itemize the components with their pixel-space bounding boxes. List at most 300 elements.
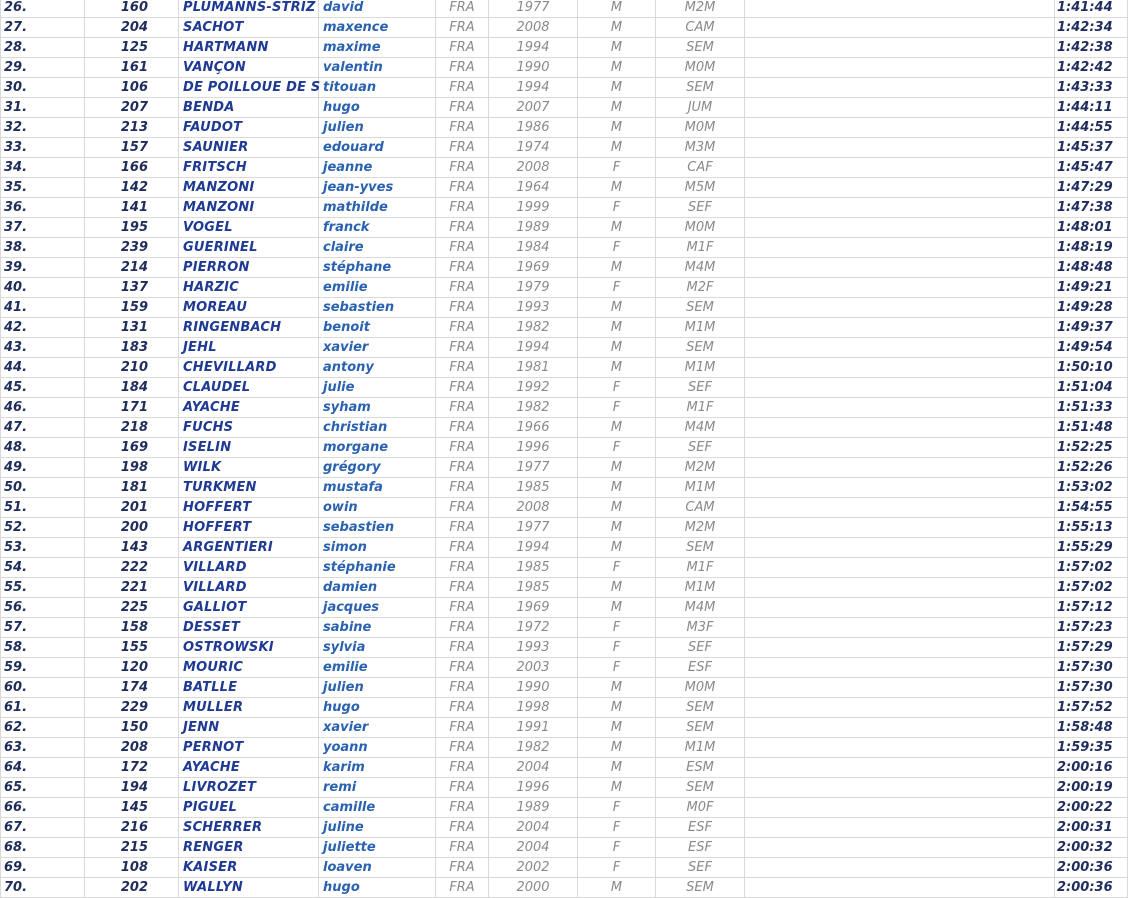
table-row: [1, 718, 1128, 738]
last-name-cell: VILLARD: [179, 578, 319, 598]
first-name-cell: yoann: [319, 738, 436, 758]
bib-number-cell: 202: [85, 878, 179, 898]
last-name-cell: GALLIOT: [179, 598, 319, 618]
nationality-cell: FRA: [436, 598, 489, 618]
nationality-cell: FRA: [436, 158, 489, 178]
nationality-cell: FRA: [436, 118, 489, 138]
category-cell: M2M: [656, 0, 745, 18]
category-cell: ESF: [656, 658, 745, 678]
last-name-cell: SACHOT: [179, 18, 319, 38]
rank-cell: 28.: [1, 38, 85, 58]
sex-cell: M: [578, 718, 656, 738]
sex-cell: M: [578, 38, 656, 58]
table-row: [1, 558, 1128, 578]
last-name-cell: SAUNIER: [179, 138, 319, 158]
finish-time-cell: 1:45:47: [1055, 158, 1128, 178]
nationality-cell: FRA: [436, 138, 489, 158]
rank-cell: 59.: [1, 658, 85, 678]
nationality-cell: FRA: [436, 478, 489, 498]
rank-cell: 61.: [1, 698, 85, 718]
sex-cell: F: [578, 638, 656, 658]
table-row: [1, 298, 1128, 318]
bib-number-cell: 166: [85, 158, 179, 178]
finish-time-cell: 1:55:29: [1055, 538, 1128, 558]
birth-year-cell: 2007: [489, 98, 578, 118]
rank-cell: 64.: [1, 758, 85, 778]
rank-cell: 53.: [1, 538, 85, 558]
first-name-cell: karim: [319, 758, 436, 778]
nationality-cell: FRA: [436, 678, 489, 698]
empty-cell: [745, 558, 1055, 578]
finish-time-cell: 2:00:31: [1055, 818, 1128, 838]
rank-cell: 48.: [1, 438, 85, 458]
category-cell: M3M: [656, 138, 745, 158]
bib-number-cell: 125: [85, 38, 179, 58]
table-row: [1, 518, 1128, 538]
birth-year-cell: 1998: [489, 698, 578, 718]
category-cell: M1M: [656, 358, 745, 378]
last-name-cell: MOURIC: [179, 658, 319, 678]
nationality-cell: FRA: [436, 498, 489, 518]
finish-time-cell: 1:48:48: [1055, 258, 1128, 278]
category-cell: M0M: [656, 218, 745, 238]
bib-number-cell: 155: [85, 638, 179, 658]
rank-cell: 47.: [1, 418, 85, 438]
finish-time-cell: 1:57:52: [1055, 698, 1128, 718]
category-cell: M1M: [656, 738, 745, 758]
table-row: [1, 578, 1128, 598]
bib-number-cell: 145: [85, 798, 179, 818]
finish-time-cell: 1:54:55: [1055, 498, 1128, 518]
rank-cell: 63.: [1, 738, 85, 758]
first-name-cell: stéphane: [319, 258, 436, 278]
last-name-cell: MULLER: [179, 698, 319, 718]
rank-cell: 34.: [1, 158, 85, 178]
results-table-body: [1, 0, 1128, 898]
sex-cell: F: [578, 798, 656, 818]
last-name-cell: JENN: [179, 718, 319, 738]
first-name-cell: loaven: [319, 858, 436, 878]
finish-time-cell: 1:47:38: [1055, 198, 1128, 218]
category-cell: SEF: [656, 198, 745, 218]
category-cell: SEM: [656, 878, 745, 898]
table-row: [1, 238, 1128, 258]
empty-cell: [745, 318, 1055, 338]
first-name-cell: edouard: [319, 138, 436, 158]
empty-cell: [745, 438, 1055, 458]
nationality-cell: FRA: [436, 218, 489, 238]
empty-cell: [745, 658, 1055, 678]
finish-time-cell: 2:00:32: [1055, 838, 1128, 858]
table-row: [1, 118, 1128, 138]
rank-cell: 35.: [1, 178, 85, 198]
finish-time-cell: 1:42:34: [1055, 18, 1128, 38]
empty-cell: [745, 58, 1055, 78]
birth-year-cell: 1994: [489, 38, 578, 58]
sex-cell: M: [578, 338, 656, 358]
rank-cell: 36.: [1, 198, 85, 218]
sex-cell: F: [578, 838, 656, 858]
rank-cell: 51.: [1, 498, 85, 518]
finish-time-cell: 2:00:36: [1055, 858, 1128, 878]
table-row: [1, 838, 1128, 858]
first-name-cell: julie: [319, 378, 436, 398]
bib-number-cell: 208: [85, 738, 179, 758]
table-row: [1, 378, 1128, 398]
sex-cell: M: [578, 58, 656, 78]
rank-cell: 49.: [1, 458, 85, 478]
last-name-cell: DE POILLOUE DE S: [179, 78, 319, 98]
category-cell: CAM: [656, 18, 745, 38]
rank-cell: 70.: [1, 878, 85, 898]
bib-number-cell: 225: [85, 598, 179, 618]
nationality-cell: FRA: [436, 198, 489, 218]
empty-cell: [745, 298, 1055, 318]
birth-year-cell: 1989: [489, 798, 578, 818]
finish-time-cell: 1:57:12: [1055, 598, 1128, 618]
last-name-cell: FAUDOT: [179, 118, 319, 138]
table-row: [1, 638, 1128, 658]
table-row: [1, 78, 1128, 98]
first-name-cell: hugo: [319, 698, 436, 718]
table-row: [1, 258, 1128, 278]
sex-cell: M: [578, 178, 656, 198]
bib-number-cell: 159: [85, 298, 179, 318]
birth-year-cell: 1992: [489, 378, 578, 398]
birth-year-cell: 2002: [489, 858, 578, 878]
birth-year-cell: 1989: [489, 218, 578, 238]
category-cell: M1M: [656, 478, 745, 498]
birth-year-cell: 1991: [489, 718, 578, 738]
table-row: [1, 738, 1128, 758]
bib-number-cell: 194: [85, 778, 179, 798]
finish-time-cell: 1:43:33: [1055, 78, 1128, 98]
bib-number-cell: 215: [85, 838, 179, 858]
empty-cell: [745, 618, 1055, 638]
category-cell: ESM: [656, 758, 745, 778]
first-name-cell: syham: [319, 398, 436, 418]
rank-cell: 30.: [1, 78, 85, 98]
table-row: [1, 398, 1128, 418]
sex-cell: M: [578, 418, 656, 438]
birth-year-cell: 1985: [489, 578, 578, 598]
sex-cell: M: [578, 778, 656, 798]
table-row: [1, 478, 1128, 498]
nationality-cell: FRA: [436, 338, 489, 358]
nationality-cell: FRA: [436, 378, 489, 398]
bib-number-cell: 213: [85, 118, 179, 138]
table-row: [1, 38, 1128, 58]
sex-cell: M: [578, 518, 656, 538]
empty-cell: [745, 238, 1055, 258]
empty-cell: [745, 538, 1055, 558]
sex-cell: M: [578, 758, 656, 778]
category-cell: SEM: [656, 78, 745, 98]
empty-cell: [745, 18, 1055, 38]
empty-cell: [745, 358, 1055, 378]
rank-cell: 45.: [1, 378, 85, 398]
nationality-cell: FRA: [436, 518, 489, 538]
bib-number-cell: 150: [85, 718, 179, 738]
sex-cell: F: [578, 858, 656, 878]
empty-cell: [745, 498, 1055, 518]
first-name-cell: owin: [319, 498, 436, 518]
last-name-cell: HARZIC: [179, 278, 319, 298]
nationality-cell: FRA: [436, 718, 489, 738]
sex-cell: M: [578, 678, 656, 698]
bib-number-cell: 131: [85, 318, 179, 338]
rank-cell: 37.: [1, 218, 85, 238]
last-name-cell: RENGER: [179, 838, 319, 858]
birth-year-cell: 2003: [489, 658, 578, 678]
finish-time-cell: 1:57:02: [1055, 558, 1128, 578]
sex-cell: M: [578, 498, 656, 518]
first-name-cell: morgane: [319, 438, 436, 458]
finish-time-cell: 1:51:33: [1055, 398, 1128, 418]
sex-cell: F: [578, 278, 656, 298]
nationality-cell: FRA: [436, 578, 489, 598]
first-name-cell: mustafa: [319, 478, 436, 498]
birth-year-cell: 1977: [489, 458, 578, 478]
first-name-cell: benoit: [319, 318, 436, 338]
bib-number-cell: 142: [85, 178, 179, 198]
sex-cell: M: [578, 478, 656, 498]
rank-cell: 57.: [1, 618, 85, 638]
nationality-cell: FRA: [436, 358, 489, 378]
category-cell: M0F: [656, 798, 745, 818]
birth-year-cell: 1981: [489, 358, 578, 378]
empty-cell: [745, 698, 1055, 718]
first-name-cell: emilie: [319, 658, 436, 678]
table-row: [1, 218, 1128, 238]
rank-cell: 65.: [1, 778, 85, 798]
bib-number-cell: 106: [85, 78, 179, 98]
last-name-cell: PERNOT: [179, 738, 319, 758]
rank-cell: 66.: [1, 798, 85, 818]
finish-time-cell: 2:00:36: [1055, 878, 1128, 898]
last-name-cell: OSTROWSKI: [179, 638, 319, 658]
bib-number-cell: 161: [85, 58, 179, 78]
birth-year-cell: 1985: [489, 478, 578, 498]
rank-cell: 41.: [1, 298, 85, 318]
sex-cell: M: [578, 0, 656, 18]
bib-number-cell: 108: [85, 858, 179, 878]
last-name-cell: PLUMANNS-STRIZ: [179, 0, 319, 18]
bib-number-cell: 120: [85, 658, 179, 678]
rank-cell: 62.: [1, 718, 85, 738]
finish-time-cell: 1:50:10: [1055, 358, 1128, 378]
finish-time-cell: 1:48:19: [1055, 238, 1128, 258]
bib-number-cell: 158: [85, 618, 179, 638]
rank-cell: 56.: [1, 598, 85, 618]
bib-number-cell: 172: [85, 758, 179, 778]
empty-cell: [745, 598, 1055, 618]
bib-number-cell: 143: [85, 538, 179, 558]
nationality-cell: FRA: [436, 318, 489, 338]
bib-number-cell: 200: [85, 518, 179, 538]
empty-cell: [745, 258, 1055, 278]
birth-year-cell: 2008: [489, 498, 578, 518]
empty-cell: [745, 158, 1055, 178]
nationality-cell: FRA: [436, 858, 489, 878]
bib-number-cell: 204: [85, 18, 179, 38]
bib-number-cell: 222: [85, 558, 179, 578]
finish-time-cell: 2:00:16: [1055, 758, 1128, 778]
category-cell: M4M: [656, 418, 745, 438]
nationality-cell: FRA: [436, 178, 489, 198]
last-name-cell: CHEVILLARD: [179, 358, 319, 378]
rank-cell: 54.: [1, 558, 85, 578]
last-name-cell: HOFFERT: [179, 498, 319, 518]
birth-year-cell: 1979: [489, 278, 578, 298]
rank-cell: 46.: [1, 398, 85, 418]
sex-cell: F: [578, 658, 656, 678]
birth-year-cell: 1990: [489, 678, 578, 698]
finish-time-cell: 1:57:29: [1055, 638, 1128, 658]
rank-cell: 55.: [1, 578, 85, 598]
last-name-cell: TURKMEN: [179, 478, 319, 498]
sex-cell: F: [578, 818, 656, 838]
birth-year-cell: 1974: [489, 138, 578, 158]
table-row: [1, 698, 1128, 718]
empty-cell: [745, 638, 1055, 658]
bib-number-cell: 184: [85, 378, 179, 398]
finish-time-cell: 1:47:29: [1055, 178, 1128, 198]
category-cell: M1M: [656, 318, 745, 338]
category-cell: M0M: [656, 118, 745, 138]
sex-cell: M: [578, 538, 656, 558]
rank-cell: 69.: [1, 858, 85, 878]
bib-number-cell: 157: [85, 138, 179, 158]
category-cell: SEM: [656, 338, 745, 358]
last-name-cell: WILK: [179, 458, 319, 478]
last-name-cell: FRITSCH: [179, 158, 319, 178]
category-cell: ESF: [656, 838, 745, 858]
finish-time-cell: 1:42:38: [1055, 38, 1128, 58]
empty-cell: [745, 858, 1055, 878]
nationality-cell: FRA: [436, 818, 489, 838]
first-name-cell: juline: [319, 818, 436, 838]
sex-cell: M: [578, 298, 656, 318]
category-cell: M0M: [656, 58, 745, 78]
last-name-cell: HOFFERT: [179, 518, 319, 538]
finish-time-cell: 1:51:04: [1055, 378, 1128, 398]
nationality-cell: FRA: [436, 638, 489, 658]
rank-cell: 40.: [1, 278, 85, 298]
first-name-cell: antony: [319, 358, 436, 378]
finish-time-cell: 1:49:37: [1055, 318, 1128, 338]
birth-year-cell: 1996: [489, 778, 578, 798]
table-row: [1, 618, 1128, 638]
bib-number-cell: 183: [85, 338, 179, 358]
category-cell: SEM: [656, 298, 745, 318]
table-row: [1, 138, 1128, 158]
nationality-cell: FRA: [436, 98, 489, 118]
category-cell: M3F: [656, 618, 745, 638]
category-cell: SEF: [656, 858, 745, 878]
empty-cell: [745, 578, 1055, 598]
bib-number-cell: 207: [85, 98, 179, 118]
first-name-cell: maxence: [319, 18, 436, 38]
bib-number-cell: 239: [85, 238, 179, 258]
empty-cell: [745, 218, 1055, 238]
nationality-cell: FRA: [436, 418, 489, 438]
finish-time-cell: 1:58:48: [1055, 718, 1128, 738]
table-row: [1, 18, 1128, 38]
table-row: [1, 0, 1128, 18]
table-row: [1, 358, 1128, 378]
first-name-cell: titouan: [319, 78, 436, 98]
empty-cell: [745, 278, 1055, 298]
category-cell: SEF: [656, 438, 745, 458]
first-name-cell: julien: [319, 118, 436, 138]
sex-cell: M: [578, 878, 656, 898]
table-row: [1, 818, 1128, 838]
birth-year-cell: 1984: [489, 238, 578, 258]
table-row: [1, 198, 1128, 218]
bib-number-cell: 218: [85, 418, 179, 438]
sex-cell: M: [578, 578, 656, 598]
last-name-cell: JEHL: [179, 338, 319, 358]
birth-year-cell: 1986: [489, 118, 578, 138]
first-name-cell: julien: [319, 678, 436, 698]
nationality-cell: FRA: [436, 78, 489, 98]
finish-time-cell: 1:52:25: [1055, 438, 1128, 458]
sex-cell: M: [578, 98, 656, 118]
first-name-cell: hugo: [319, 98, 436, 118]
nationality-cell: FRA: [436, 458, 489, 478]
last-name-cell: MOREAU: [179, 298, 319, 318]
nationality-cell: FRA: [436, 758, 489, 778]
first-name-cell: sylvia: [319, 638, 436, 658]
category-cell: M1F: [656, 558, 745, 578]
first-name-cell: david: [319, 0, 436, 18]
first-name-cell: valentin: [319, 58, 436, 78]
finish-time-cell: 1:49:21: [1055, 278, 1128, 298]
birth-year-cell: 1996: [489, 438, 578, 458]
birth-year-cell: 2008: [489, 158, 578, 178]
birth-year-cell: 2004: [489, 818, 578, 838]
sex-cell: M: [578, 738, 656, 758]
sex-cell: F: [578, 438, 656, 458]
empty-cell: [745, 738, 1055, 758]
nationality-cell: FRA: [436, 38, 489, 58]
nationality-cell: FRA: [436, 618, 489, 638]
empty-cell: [745, 138, 1055, 158]
first-name-cell: franck: [319, 218, 436, 238]
last-name-cell: BATLLE: [179, 678, 319, 698]
last-name-cell: KAISER: [179, 858, 319, 878]
nationality-cell: FRA: [436, 538, 489, 558]
nationality-cell: FRA: [436, 698, 489, 718]
empty-cell: [745, 818, 1055, 838]
birth-year-cell: 1994: [489, 538, 578, 558]
last-name-cell: MANZONI: [179, 198, 319, 218]
sex-cell: F: [578, 618, 656, 638]
first-name-cell: claire: [319, 238, 436, 258]
empty-cell: [745, 518, 1055, 538]
last-name-cell: HARTMANN: [179, 38, 319, 58]
birth-year-cell: 2000: [489, 878, 578, 898]
bib-number-cell: 169: [85, 438, 179, 458]
rank-cell: 26.: [1, 0, 85, 18]
empty-cell: [745, 838, 1055, 858]
bib-number-cell: 171: [85, 398, 179, 418]
bib-number-cell: 214: [85, 258, 179, 278]
nationality-cell: FRA: [436, 438, 489, 458]
last-name-cell: BENDA: [179, 98, 319, 118]
table-row: [1, 98, 1128, 118]
